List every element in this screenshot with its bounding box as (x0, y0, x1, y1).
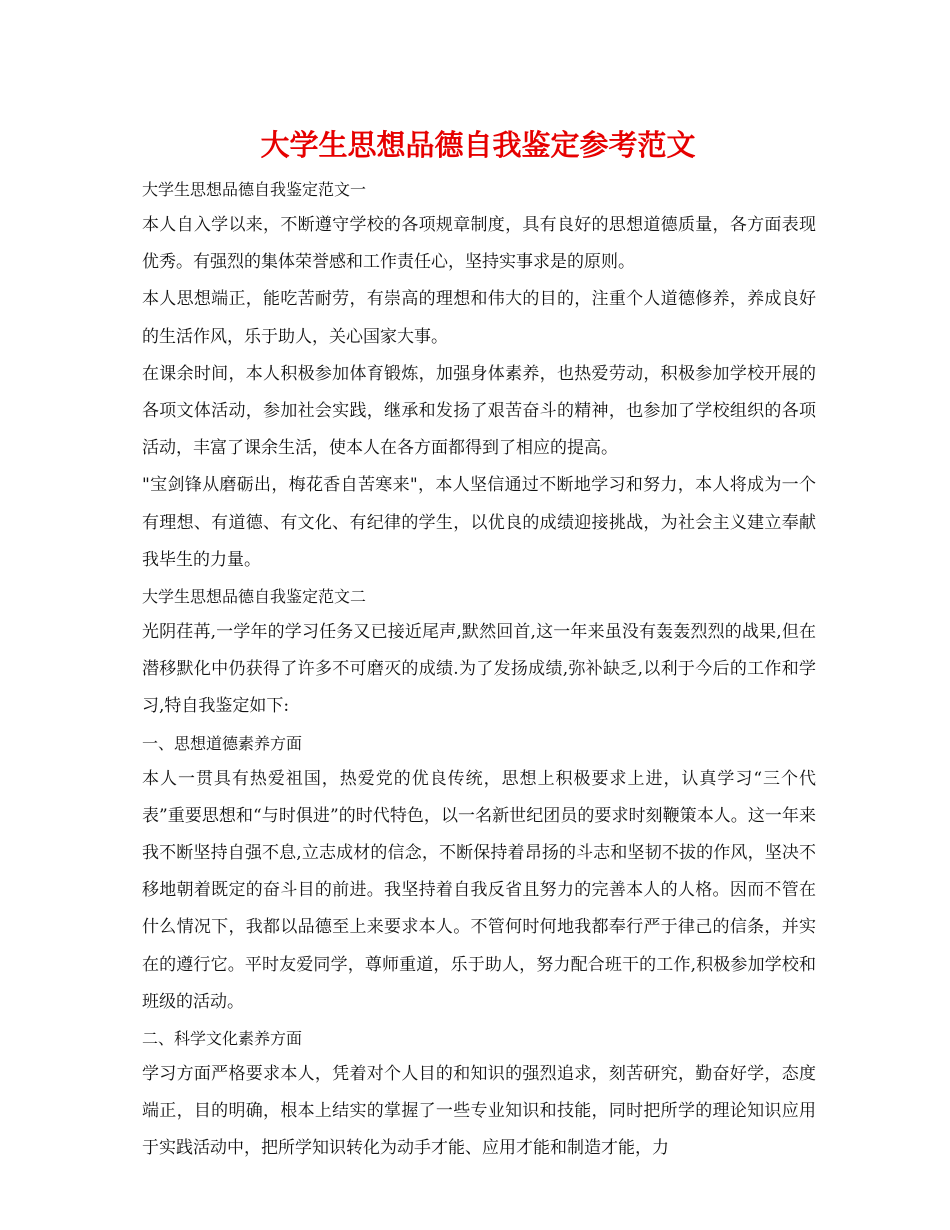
paragraph: 本人一贯具有热爱祖国，热爱党的优良传统，思想上积极要求上进，认真学习“三个代表”重要思想和“与时俱进”的时代特色，以一名新世纪团员的要求时刻鞭策本人。这一年来我不断坚持自强不息,立志成材的信念，不断保持着昂扬的斗志和坚韧不拔的作风，坚决不移地朝着既定的奋斗目的前进。我坚持着自我反省且努力的完善本人的人格。因而不管在什么情况下，我都以品德至上来要求本人。不管何时何地我都奉行严于律己的信条，并实在的遵行它。平时友爱同学，尊师重道，乐于助人，努力配合班干的工作,积极参加学校和班级的活动。 (142, 768, 816, 1012)
document-title: 大学生思想品德自我鉴定参考范文 (260, 128, 696, 162)
section-heading: 二、科学文化素养方面 (142, 1029, 303, 1049)
document-page (142, 118, 816, 1168)
paragraph: 光阴荏苒,一学年的学习任务又已接近尾声,默然回首,这一年来虽没有轰轰烈烈的战果,但在潜移默化中仍获得了许多不可磨灭的成绩.为了发扬成绩,弥补缺乏,以利于今后的工作和学习,特自我鉴定如下: (142, 622, 816, 717)
paragraph: 在课余时间，本人积极参加体育锻炼，加强身体素养，也热爱劳动，积极参加学校开展的各项文体活动，参加社会实践，继承和发扬了艰苦奋斗的精神，也参加了学校组织的各项活动，丰富了课余生活，使本人在各方面都得到了相应的提高。 (142, 363, 816, 459)
section-heading: 一、思想道德素养方面 (142, 733, 303, 753)
paragraph: "宝剑锋从磨砺出，梅花香自苦寒来"，本人坚信通过不断地学习和努力，本人将成为一个有理想、有道德、有文化、有纪律的学生，以优良的成绩迎接挑战，为社会主义建立奉献我毕生的力量。 (142, 475, 816, 570)
section-heading: 大学生思想品德自我鉴定范文二 (142, 587, 367, 607)
paragraph: 本人自入学以来，不断遵守学校的各项规章制度，具有良好的思想道德质量，各方面表现优秀。有强烈的集体荣誉感和工作责任心，坚持实事求是的原则。 (142, 215, 816, 273)
document-body (142, 172, 816, 1168)
paragraph: 本人思想端正，能吃苦耐劳，有崇高的理想和伟大的目的，注重个人道德修养，养成良好的生活作风，乐于助人，关心国家大事。 (142, 289, 816, 347)
paragraph: 学习方面严格要求本人，凭着对个人目的和知识的强烈追求，刻苦研究，勤奋好学，态度端正，目的明确，根本上结实的掌握了一些专业知识和技能，同时把所学的理论知识应用于实践活动中，把所学知识转化为动手才能、应用才能和制造才能，力 (142, 1064, 816, 1159)
section-heading: 大学生思想品德自我鉴定范文一 (142, 180, 367, 199)
